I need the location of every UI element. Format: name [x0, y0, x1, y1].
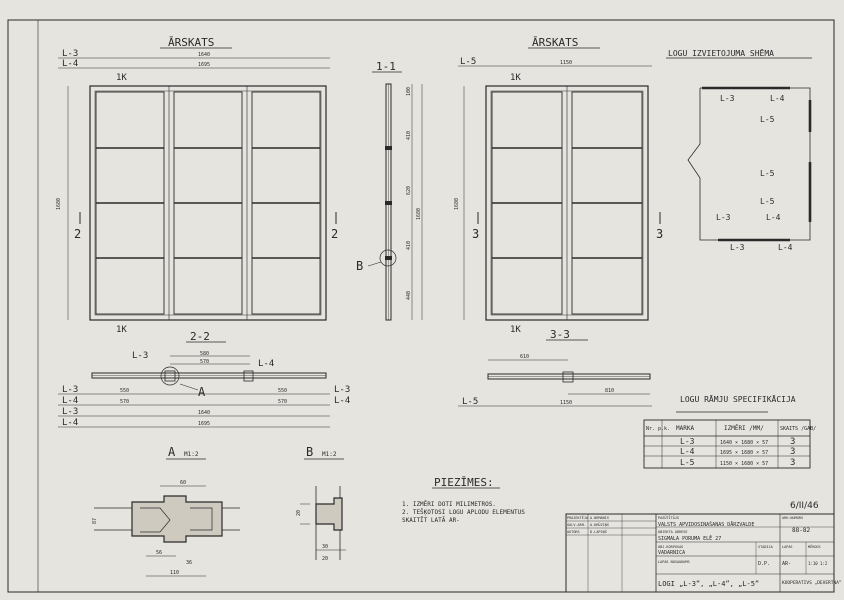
section-1k-bottom-right: 1K: [510, 325, 521, 335]
stage-value: D.P.: [758, 561, 771, 567]
s22-mark-top-l3: L-3: [132, 351, 149, 361]
dim-11-e: 440: [406, 290, 412, 300]
detail-b: [296, 445, 346, 562]
s33-dim-610: 610: [520, 354, 530, 360]
sign-role-1: PROJEKTĒJA: [567, 516, 589, 520]
cut-3-left: 3: [472, 227, 480, 241]
s33-dim-1150: 1150: [560, 400, 573, 406]
plan-scheme: [666, 48, 812, 252]
s22-mark-l4-b: L-4: [62, 418, 79, 428]
detail-a-dim-56: 56: [156, 550, 163, 556]
scale-value: 1:10 1:2: [808, 561, 828, 566]
section-3-3: [458, 328, 652, 407]
s22-mark-l3-a: L-3: [62, 385, 79, 395]
detail-a-dim-87: 87: [92, 517, 98, 524]
dim-height-right: 1680: [454, 197, 460, 210]
plan-label-2: L-4: [770, 94, 785, 103]
cut-3-right: 3: [656, 227, 664, 241]
section-1k-bottom: 1K: [116, 325, 127, 335]
s22-dim-570-r: 570: [278, 399, 288, 405]
section-1-1: [356, 60, 422, 320]
elevation-left-title: ĀRSKATS: [168, 36, 215, 49]
client-label: PASŪTĪTĀJS: [658, 516, 680, 520]
detail-b-dim-20: 20: [296, 509, 302, 516]
client-name: VALSTS APVIDOSINAŠANAS DĀRZVALDE: [658, 522, 755, 528]
detail-a-marker: A: [198, 385, 206, 399]
spec-row1-marka: L-3: [680, 437, 695, 446]
spec-header-marka: MARKA: [676, 425, 695, 432]
detail-a-dim-60: 60: [180, 480, 187, 486]
cut-2-right: 2: [331, 227, 339, 241]
elevation-right: [454, 36, 663, 335]
scale-label: MĒROGS: [808, 545, 821, 549]
detail-b-title: B: [306, 445, 314, 459]
note-1: 1. IZMĒRI DOTI MILIMETROS.: [402, 501, 496, 508]
building-name: VADARNICA: [658, 550, 686, 556]
title-block: [566, 501, 842, 592]
spec-row2-izmeri: 1695 × 1680 × 57: [720, 450, 769, 456]
dim-11-c: 620: [406, 185, 412, 195]
plan-label-4: L-5: [760, 169, 775, 178]
sign-role-2: GALV.ARH.: [567, 523, 586, 527]
spec-title-1: LOGU RĀMJU SPECIFIKĀCIJA: [680, 395, 796, 404]
sheet-value: AR-: [782, 561, 792, 567]
mark-l3: L-3: [62, 49, 79, 59]
s22-mark-l4-a: L-4: [62, 396, 79, 406]
elevation-right-title: ĀRSKATS: [532, 36, 579, 49]
s22-dim-570: 570: [200, 359, 210, 365]
mark-l4: L-4: [62, 59, 79, 69]
plan-label-5: L-5: [760, 197, 775, 206]
s22-dim-1640: 1640: [198, 410, 211, 416]
spec-row3-izmeri: 1150 × 1680 × 57: [720, 461, 769, 467]
detail-b-dim-30: 30: [322, 544, 329, 550]
section-22-title: 2-2: [190, 330, 210, 343]
s33-dim-810: 810: [605, 388, 615, 394]
sheet-label: LAPAS: [782, 545, 793, 549]
plan-title: LOGU IZVIETOJUMA SHĒMA: [668, 49, 774, 58]
s22-mark-top-l4: L-4: [258, 359, 275, 369]
address-label: OBJEKTA ADRESE: [658, 530, 688, 534]
section-11-title: 1-1: [376, 60, 396, 73]
detail-b-scale: M1:2: [322, 451, 337, 458]
spec-table: [644, 394, 816, 468]
note-2: 2. TEŠĶOTOSI LOGU APLODU ELEMENTUS: [402, 509, 525, 516]
sign-role-3: AUTORS: [567, 530, 580, 534]
sign-name-3: D.LAPIŅŠ: [590, 530, 607, 534]
object-name: SIGMALA PORUMA ELĒ 27: [658, 536, 722, 542]
detail-a-dim-36: 36: [186, 560, 193, 566]
section-1k-top-right: 1K: [510, 73, 521, 83]
mark-l5: L-5: [460, 57, 477, 67]
sign-name-1: A.NEMANIS: [590, 516, 609, 520]
spec-row2-marka: L-4: [680, 447, 695, 456]
sign-name-2: A.KRŪZIŅŠ: [590, 523, 609, 527]
notes-block: [402, 476, 525, 524]
dim-height-left: 1680: [56, 197, 62, 210]
plan-label-3: L-5: [760, 115, 775, 124]
cut-2-left: 2: [74, 227, 82, 241]
s22-mark-l3-b: L-3: [62, 407, 79, 417]
s22-dim-550-l: 550: [120, 388, 130, 394]
detail-a-scale: M1:2: [184, 451, 199, 458]
dim-top-1150: 1150: [560, 60, 573, 66]
dim-11-a: 100: [406, 86, 412, 96]
dim-top-1695: 1695: [198, 62, 211, 68]
s22-right-l3: L-3: [334, 385, 351, 395]
detail-b-dim-20b: 20: [322, 556, 329, 562]
s22-dim-1695: 1695: [198, 421, 211, 427]
s22-dim-550-r: 550: [278, 388, 288, 394]
s22-dim-570-l: 570: [120, 399, 130, 405]
stage-label: STADIJA: [758, 545, 773, 549]
spec-header-skaits: SKAITS /GAB/: [780, 426, 817, 432]
building-label: OBJ.KORPUSAS: [658, 545, 684, 549]
detail-a: [92, 445, 240, 576]
s33-mark-l5: L-5: [462, 397, 479, 407]
spec-header-izmeri: IZMĒRI /MM/: [724, 425, 764, 432]
plan-label-1: L-3: [720, 94, 735, 103]
plan-label-6: L-4: [766, 213, 781, 222]
note-3: SKAITĪT LATĀ AR-: [402, 517, 460, 524]
dim-11-b: 410: [406, 130, 412, 140]
spec-row1-izmeri: 1640 × 1680 × 57: [720, 440, 769, 446]
section-33-title: 3-3: [550, 328, 570, 341]
detail-a-dim-110: 110: [170, 570, 180, 576]
date-stamp: 6/II/46: [790, 501, 819, 511]
dim-11-total: 1680: [416, 207, 422, 220]
drawing-name: LOGI „L-3”, „L-4”, „L-5”: [658, 580, 760, 588]
doc-number: 88-82: [792, 527, 811, 534]
drawing-label: LAPAS NOSAUKUMS: [658, 560, 690, 564]
org-name: KOOPERATIVS „DEVERTNA”: [782, 581, 842, 586]
s22-dim-580: 580: [200, 351, 210, 357]
plan-label-7: L-3: [716, 213, 731, 222]
detail-b-marker: B: [356, 259, 364, 273]
elevation-left: [56, 36, 338, 335]
plan-label-9: L-4: [778, 243, 793, 252]
section-2-2: [58, 330, 350, 428]
s22-right-l4: L-4: [334, 396, 351, 406]
spec-row3-marka: L-5: [680, 458, 695, 467]
dim-11-d: 410: [406, 240, 412, 250]
spec-row1-skaits: 3: [790, 437, 796, 447]
spec-row3-skaits: 3: [790, 458, 796, 468]
section-1k-top: 1K: [116, 73, 127, 83]
plan-label-8: L-3: [730, 243, 745, 252]
spec-row2-skaits: 3: [790, 447, 796, 457]
detail-a-title: A: [168, 445, 176, 459]
doc-label: ARH.NUMURS: [782, 516, 804, 520]
notes-title: PIEZĪMES:: [434, 476, 494, 489]
spec-header-nr: Nr. p.k.: [646, 426, 671, 432]
dim-top-1640: 1640: [198, 52, 211, 58]
